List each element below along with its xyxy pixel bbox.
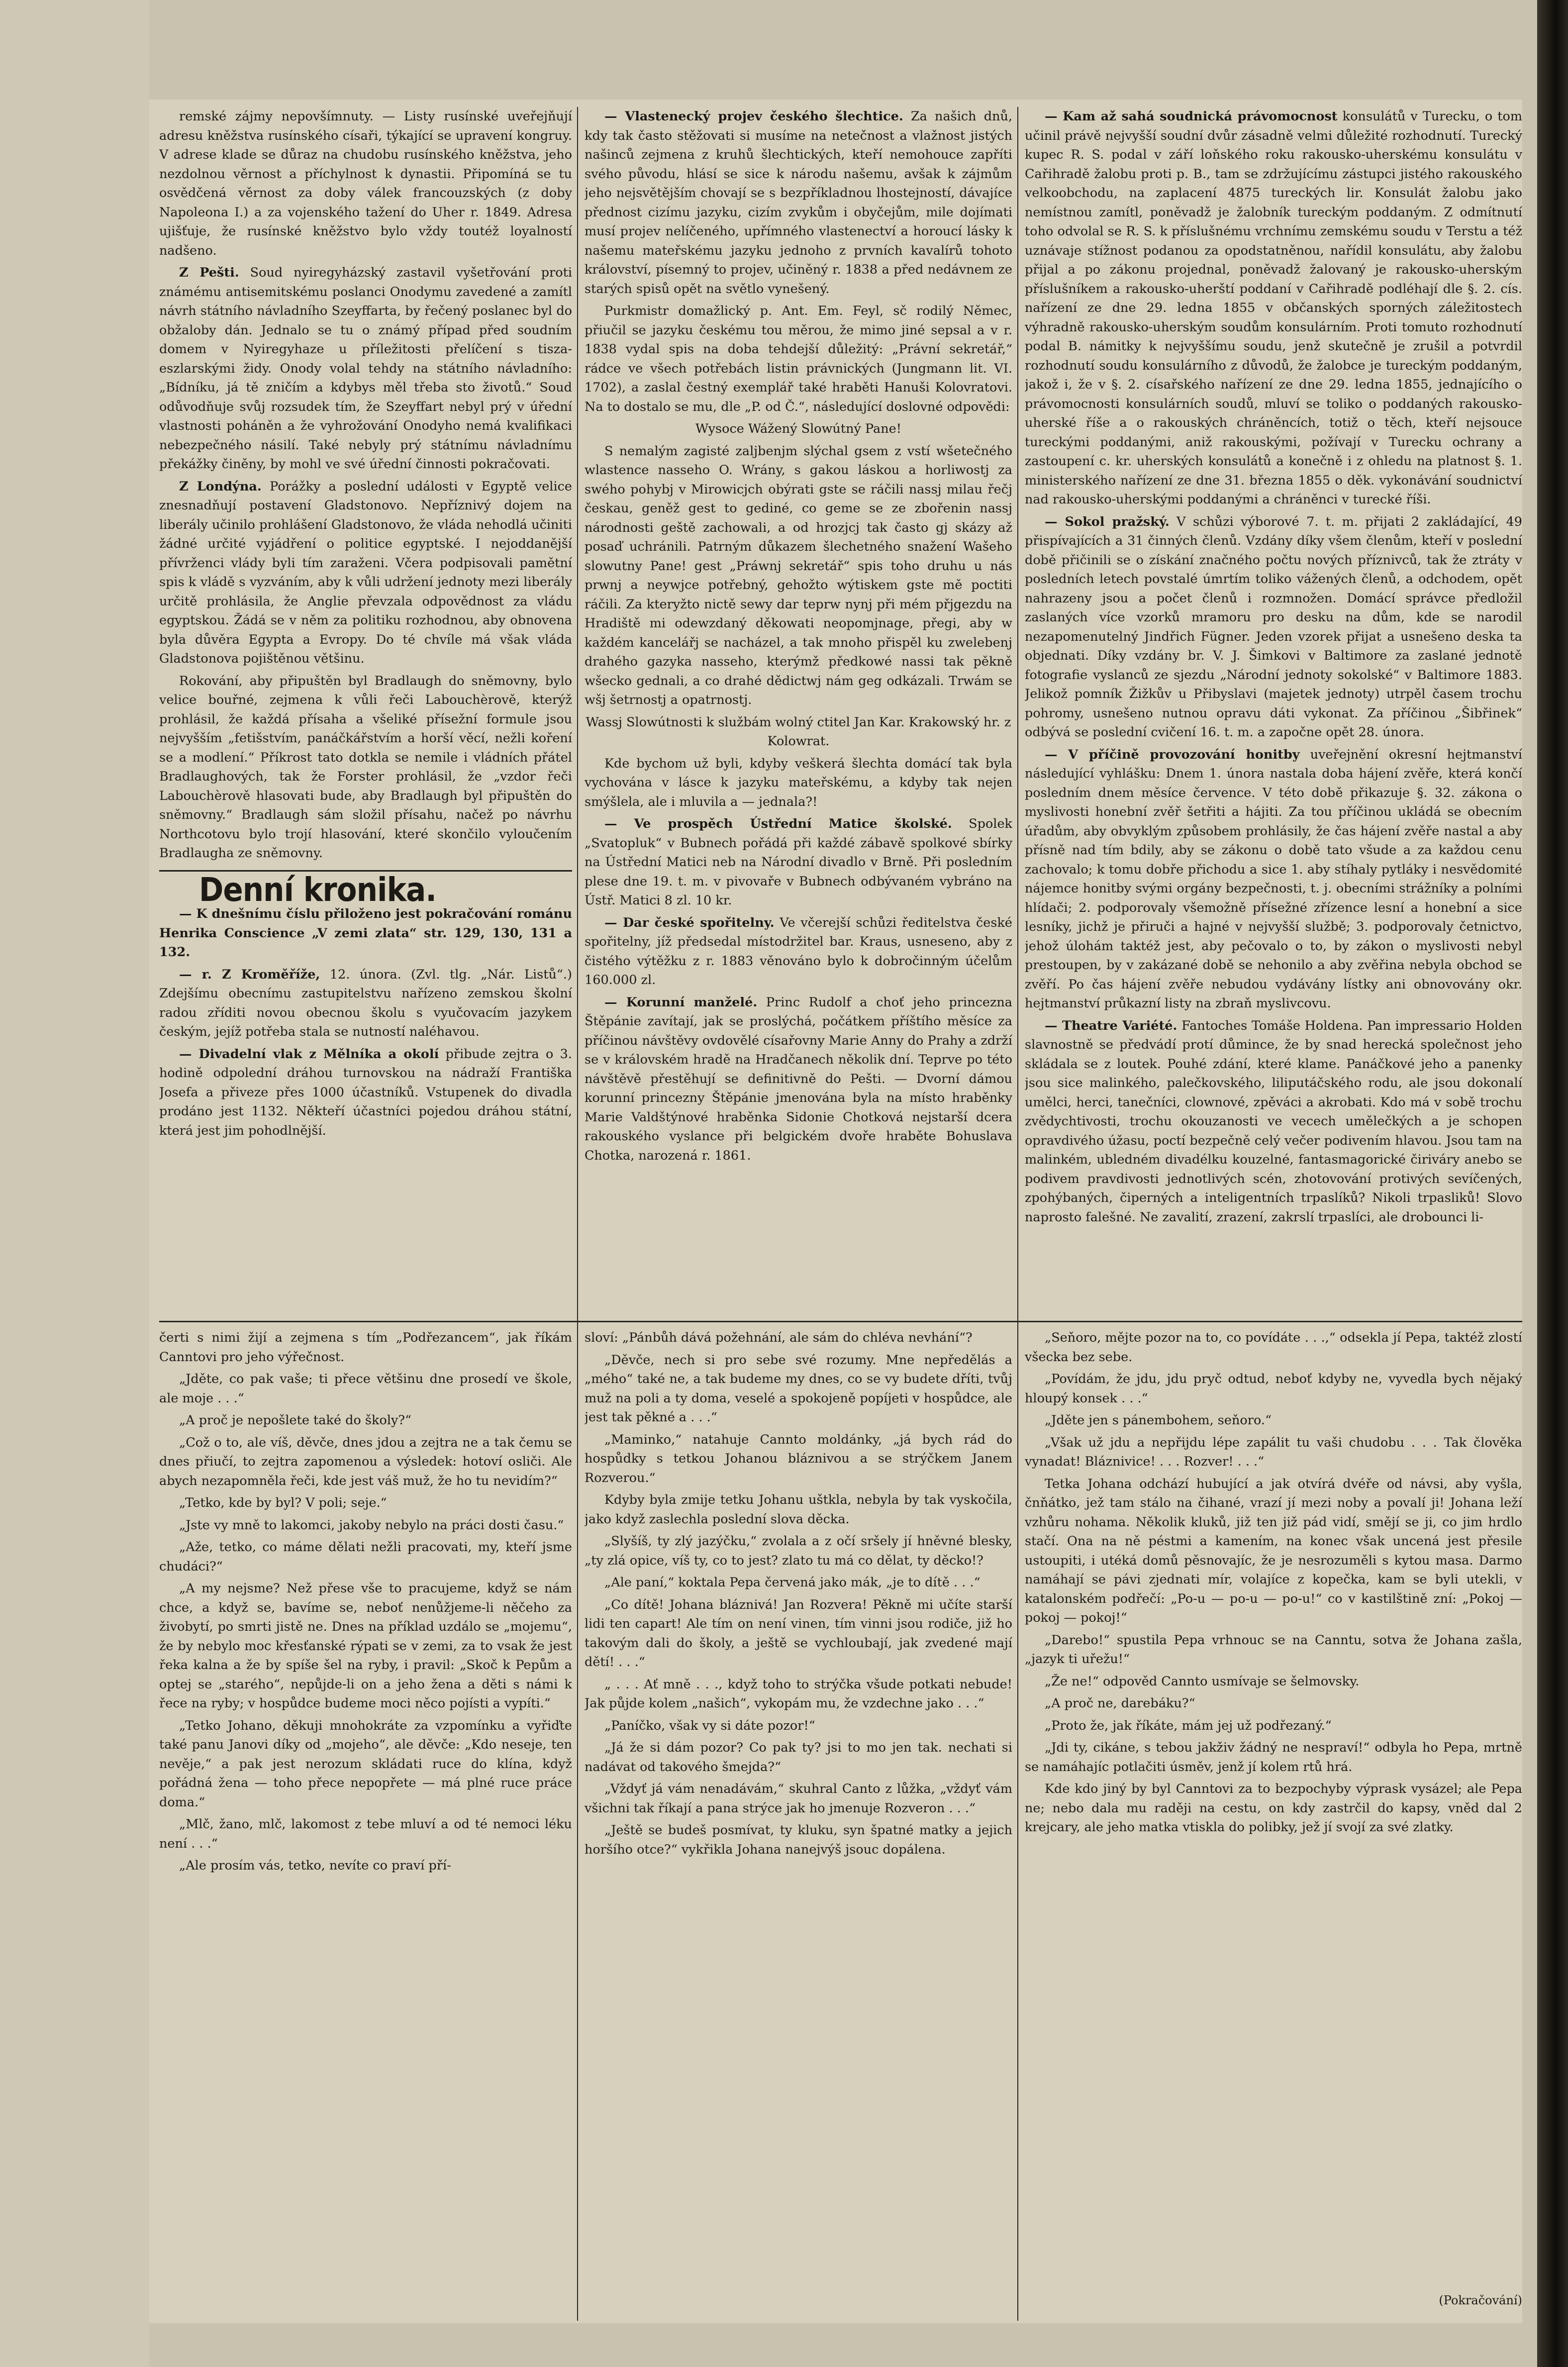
article-text: Purkmistr domažlický p. Ant. Em. Feyl, sč rodilý Němec, přiučil se jazyku českému tou měrou, že mimo jiné sepsal a v r. 1838 vydal spis na doba tehdejší důležitý: „Právní sekretář,“ rádce ve všech potřebách listin právnických (Jungmann lit. VI. 1702), a zaslal čestný exemplář také hraběti Hanuši Kolovratovi. Na to dostalo se mu, dle „P. od Č.“, následující doslovné odpovědi:	[585, 303, 1012, 414]
article-paragraph	[585, 1328, 1012, 1348]
feuilleton-column-1	[159, 1328, 572, 2318]
article-text: „Povídám, že jdu, jdu pryč odtud, neboť kdyby ne, vyvedla bych nějaký hloupý konsek . . .“	[1025, 1372, 1522, 1406]
article-paragraph	[159, 1815, 572, 1853]
article-text: čerti s nimi žijí a zejmena s tím „Podřezancem“, jak říkám Canntovi pro jeho výřečnost.	[159, 1330, 572, 1365]
article-text: Wysoce Wážený Slowútný Pane!	[695, 421, 901, 436]
article-paragraph	[585, 1573, 1012, 1592]
feuilleton-column-3	[1025, 1328, 1522, 2318]
article-paragraph	[159, 107, 572, 260]
article-text: „Tetko Johano, děkuji mnohokráte za vzpomínku a vyřiďte také panu Janovi díky od „mojeho“, ale děvče: „Kdo neseje, ten nevěje,“ a pak jest nerozum skládati ruce do klína, když pořádná žena — toho přece nepopřete — má plné ruce práce doma.“	[159, 1718, 572, 1810]
article-headline: — Kam až sahá soudnická právomocnost	[1045, 109, 1338, 124]
article-paragraph	[1025, 1433, 1522, 1472]
article-paragraph	[1025, 1672, 1522, 1691]
article-text: Wassj Slowútnosti k službám wolný ctitel Jan Kar. Krakowský hr. z Kolowrat.	[586, 714, 1011, 749]
article-paragraph	[1025, 1475, 1522, 1628]
article-text: „Proto že, jak říkáte, mám jej už podřezaný.“	[1045, 1718, 1332, 1733]
article-text: uveřejnění okresní hejtmanství následující vyhlášku: Dnem 1. února nastala doba hájení zvěře, která končí posledním dnem měsíce července. V této době přikazuje §. 32. zákona o myslivosti honební zvěř šetřiti a hájiti. Za tou příčinou ukládá se obecním úřadům, aby obvyklým způsobem prohlásily, že čas hájení zvěře nastal a aby přísně nad tím bdily, aby se zákonu o době tato všude a za každou cenu zachovalo; k tomu dobře přichodu a sice 1. aby stíhaly pytláky i nesvědomité nájemce honitby svými orgány bezpečnosti, t. j. obecními strážníky a polními hlídači; 2. podporovaly všemožně přísežné zřízence lesní a honební a sice lesníky, jichž je přiruči a hajné v nejvyšší službě; 3. podporovaly četnictvo, jehož úlohám taktéž jest, aby pečovalo o to, by zákon o myslivosti nebyl prestoupen, by v zakázané době se nehonilo a aby zvěřina nebyla obchod se zvěří. Po čas hájení zvěře nebudou vydávány lístky ani obnovovány okr. hejtmanství průkazní listy na zbraň myslivcovu.	[1025, 747, 1522, 1011]
binding-edge	[1537, 0, 1568, 2367]
article-text: Fantoches Tomáše Holdena. Pan impressario Holden slavnostně se předvádí protí důmince, že by snad herecká společnost jeho skládala se z loutek. Pouhé zdání, které klame. Panáčkové jeho a panenky jsou sice malinkého, palečkovského, liliputáčského rodu, ale jsou dokonalí umělci, herci, tanečníci, clownové, zpěváci a akrobati. Kdo má v sobě trochu zvědychtivosti, trochu okouzanosti ve vecech umělečkých a je schopen opravdivého úžasu, poctí bezpečně celý večer podivením hlavou. Jsou tam na malinkém, ubledném divadélku kouzelné, fantasmagorické čiriváry anebo se podivem pravdivosti jednotlivých scén, zhotovování protivých sevíčených, zpohýbaných, čiperných a inteligentních trpaslíků? Nikoli trpasliků! Slovo naprosto falešné. Ne zavalití, zrazení, zakrslí trpaslíci, ale drobounci li-	[1025, 1018, 1522, 1225]
article-text: „Děvče, nech si pro sebe své rozumy. Mne nepředělás a „mého“ také ne, a tak budeme my dnes, co se vy budete dříti, tvůj muž na poli a ty doma, veselé a spokojeně popíjeti v hospůdce, ale jest tak pěkné a . . .“	[585, 1352, 1012, 1425]
column-3-news	[1025, 107, 1522, 1316]
article-paragraph	[159, 1433, 572, 1491]
article-paragraph	[585, 107, 1012, 298]
article-paragraph	[159, 477, 572, 669]
article-paragraph	[159, 1370, 572, 1408]
article-paragraph	[585, 1490, 1012, 1529]
article-paragraph	[1025, 1328, 1522, 1367]
article-text: „Ale prosím vás, tetko, nevíte co praví pří-	[179, 1858, 451, 1873]
continuation-note: (Pokračování)	[1439, 2293, 1522, 2307]
article-headline: — Theatre Variété.	[1045, 1018, 1177, 1033]
article-text: sloví: „Pánbůh dává požehnání, ale sám do chléva nevhání“?	[585, 1330, 973, 1345]
article-text: Porážky a poslední události v Egyptě velice znesnadňují postavení Gladstonovo. Nepříznivý dojem na liberály učinilo prohlášení Gladstonovo, že vláda nehodlá učiniti žádné určité vyjádření o politice egyptské. I nejoddanější přívrženci vlády byli tím zaraženi. Včera podpisovali pamětní spis k vládě s vyzváním, aby k vůli udržení jednoty mezi liberály určitě prohlásila, že Anglie převzala odpovědnost za vládu egyptskou. Žádá se v něm za politiku rozhodnou, aby obnovena byla důvěra Egypta a Evropy. Do té chvíle má však vláda Gladstonova pojištěnou většinu.	[159, 479, 572, 666]
article-paragraph	[1025, 1738, 1522, 1776]
article-paragraph	[585, 1532, 1012, 1570]
article-text: „Ale paní,“ koktala Pepa červená jako mák, „je to dítě . . .“	[604, 1575, 980, 1590]
article-paragraph	[159, 1538, 572, 1576]
article-paragraph	[585, 814, 1012, 910]
article-paragraph	[159, 1411, 572, 1430]
feuilleton-column-2	[585, 1328, 1012, 2318]
article-paragraph	[585, 993, 1012, 1166]
article-paragraph	[159, 904, 572, 962]
article-text: „Aže, tetko, co máme dělati nežli pracovati, my, kteří jsme chudáci?“	[159, 1540, 572, 1574]
page-margin	[0, 0, 149, 2367]
article-paragraph	[585, 1595, 1012, 1672]
article-paragraph	[585, 754, 1012, 812]
article-paragraph	[1025, 512, 1522, 742]
article-text: „Darebo!“ spustila Pepa vrhnouc se na Canntu, sotva že Johana zašla, „jazyk ti uřežu!“	[1025, 1632, 1522, 1667]
article-paragraph	[159, 1716, 572, 1812]
article-text: „Já že si dám pozor? Co pak ty? jsi to mo jen tak. nechati si nadávat od takového šmejda?“	[585, 1740, 1012, 1775]
article-paragraph	[585, 1779, 1012, 1818]
article-headline: — Ve prospěch Ústřední Matice školské.	[604, 816, 952, 831]
article-text: „Jděte, co pak vaše; ti přece většinu dne prosedí ve škole, ale moje . . .“	[159, 1372, 572, 1406]
article-paragraph	[159, 1328, 572, 1367]
article-text: „Jděte jen s pánembohem, seňoro.“	[1045, 1413, 1272, 1428]
article-text: „A my nejsme? Než přese vše to pracujeme, když se nám chce, a když se, bavíme se, neboť nenůžjeme-li něčeho za živobytí, po smrti jistě ne. Dnes na příklad uzdálo se „mojemu“, že by nebylo moc křesťanské rýpati se v zemi, za to vsak že jest řeka kalna a že by spíše šel na ryby, i pravil: „Skoč k Pepům a optej se „starého“, nepůjde-li on a jeho žena a děti s námi k řece na ryby; v hospůdce budeme moci něco pojísti a vypíti.“	[159, 1581, 572, 1711]
article-text: „Že ne!“ odpověd Cannto usmívaje se šelmovsky.	[1045, 1674, 1360, 1689]
article-headline: — r. Z Kroměříže,	[179, 967, 320, 982]
article-text: Spolek „Svatopluk“ v Bubnech pořádá při každé zábavě spolkové sbírky na Ústřední Matici neb na Národní divadlo v Brně. Při posledním plese dne 19. t. m. v pivovaře v Bubnech odbývaném vybráno na Ústř. Matici 8 zl. 10 kr.	[585, 816, 1012, 908]
article-paragraph	[159, 1579, 572, 1713]
article-text: Ve včerejší schůzi ředitelstva české spořitelny, jíž předsedal místodržitel bar. Kraus, usneseno, aby z čistého výtěžku z r. 1883 věnováno bylo k dobročinným účelům 160.000 zl.	[585, 915, 1012, 987]
article-text: Tetka Johana odchází hubující a jak otvírá dvéře od návsi, aby vyšla, čnňátko, jež tam stálo na čihané, vrazí jí mezi noby a povalí ji! Johana leží vzhůru nohama. Několik kluků, již ten již pád vidí, smějí se ji, co jim hrdlo stačí. Ona na ně péstmi a kamením, na konec však uncená jest přesile ustoupiti, i utéká domů pěsnovajíc, že je nesrozuměli s kytou masa. Darmo namáhají se pávi zjednati mír, volajíce z kopečka, kam se byli utekli, v katalonském podřečí: „Po-u — po-u — po-u!“ co v kastilštině zní: „Pokoj — pokoj — pokoj!“	[1025, 1476, 1522, 1625]
article-paragraph	[159, 263, 572, 474]
article-text: S nemalým zagisté zaljbenjm slýchal gsem z vstí wšetečného wlastence nasseho O. Wrány, s gakou láskou a horliwostj za swého pohybj v Mirowicjch obýrati gste se ráčili nassj milau řečj českau, geněž gest to gediné, co geme se ze zbořenin nassj národnosti geště zachowali, a od hrozjcj tak často gj skázy až posaď uchránili. Patrným důkazem šlechetného snažení Wašeho slowutny Pane! gest „Práwnj sekretář“ spis toho druhu u nás prwnj a neywjce potřebný, gehožto wýtiskem gste mě poctiti ráčili. Za kteryžto nictě sewy dar teprw nynj při mém přjgezdu na Hradiště mi odewzdaný děkowati neopomjnage, přegi, aby w každém kancelářj se nacházel, a tak mnoho přispěl ku zwelebenj drahého gazyka nasseho, kterýmž předkowé nassi tak pěkně wšecko gednali, a co drahé dědictwj nám geg odkázali. Trwám se wšj šetrnostj a opatrnostj.	[585, 443, 1012, 707]
article-paragraph	[585, 1430, 1012, 1488]
column-rule-2	[1017, 107, 1018, 2321]
article-text: „Co dítě! Johana bláznivá! Jan Rozvera! Pěkně mi učíte starší lidi ten capart! Ale tím on není vinen, tím vinni jsou rodiče, již ho takovým dali do školy, a ještě se vychloubají, jak zvedené mají dětí! . . .“	[585, 1597, 1012, 1670]
column-1-news	[159, 107, 572, 1316]
article-headline: Z Pešti.	[179, 265, 239, 280]
article-text: remské zájmy nepovšímnuty. — Listy rusínské uveřejňují adresu kněžstva rusínského císaři, týkající se upravení kongruy. V adrese klade se důraz na chudobu rusínského kněžstva, jeho nezdolnou věrnost a příchylnost k dynastii. Připomíná se tu osvědčená věrnost za doby válek francouzských (z doby Napoleona I.) a za vojenského tažení do Uher r. 1849. Adresa ujišťuje, že rusínské kněžstvo bylo vždy toutéž loyalností nadšeno.	[159, 109, 572, 258]
section-title: Denní kronika.	[199, 870, 437, 909]
feuilleton-rule	[159, 1321, 1522, 1322]
article-text: konsulátů v Turecku, o tom učinil právě nejvyšší soudní dvůr zásadně velmi důležité rozhodnutí. Turecký kupec R. S. podal v září loňského roku rakousko-uherskému konsulátu v Cařihradě žalobu proti p. B., tam se zdržujícímu zástupci jistého rakouského velkoobchodu, na zaplacení 4875 tureckých lir. Konsulát žalobu jako nemístnou zamítl, poněvadž je žalobník tureckým poddaným. Z odmítnutí toho odvolal se R. S. k příslušnému vrchnímu zemskému soudu v Terstu a též uznávaje stížnost podanou za opodstatněnou, nařídil konsulátu, aby žalobu přijal a po zákonu projednal, poněvadž žalovaný je rakousko-uherským příslušníkem a rakousko-uherští poddaní v Cařihradě podléhají dle §. 2. cís. nařízení ze dne 29. ledna 1855 v občanských sporných záležitostech výhradně rakousko-uherským soudům konsulárním. Proti tomuto rozhodnutí podal B. námitky k nejvyššímu soudu, jenž skutečně je zrušil a potvrdil rozhodnutí soudu konsulárního z důvodů, že žalobce je tureckým poddaným, jakož i, že v §. 2. císařského nařízení ze dne 29. ledna 1855, jednajícího o právomocnosti konsulárních soudů, mluví se toliko o poddaných rakousko-uherské říše a o rakouských chráněncích, totiž o těch, kteří nejsouce tureckými poddanými, aniž rakouskými, požívají v Turecku ochrany a zastoupení c. kr. uherských konsulátů a konečně i z ohledu na platnost §. 1. ministerského nařízení ze dne 31. března 1855 o děk. vykonávání soudnictví nad rakousko-uherskými poddanými a chráněnci v turecké říši.	[1025, 109, 1522, 507]
article-text: Kdyby byla zmije tetku Johanu uštkla, nebyla by tak vyskočila, jako když zaslechla poslední slova děcka.	[585, 1492, 1012, 1527]
article-text: „Vždyť já vám nenadávám,“ skuhral Canto z lůžka, „vždyť vám všichni tak říkají a pana strýce jak ho jmenuje Rozveron . . .“	[585, 1781, 1012, 1816]
article-paragraph	[159, 1045, 572, 1141]
article-text: „Maminko,“ natahuje Cannto moldánky, „já bych rád do hospůdky s tetkou Johanou bláznivou a se strýčkem Janem Rozverou.“	[585, 1432, 1012, 1485]
article-paragraph	[585, 1351, 1012, 1427]
article-paragraph	[585, 419, 1012, 439]
article-paragraph	[159, 965, 572, 1042]
column-rule-1	[577, 107, 578, 2321]
article-paragraph	[159, 1516, 572, 1535]
article-paragraph	[1025, 1411, 1522, 1430]
article-text: přibude zejtra o 3. hodině odpolední dráhou turnovskou na nádraží Františka Josefa a přiveze přes 1000 účastníků. Vstupenek do divadla prodáno jest 1132. Někteří účastníci pojedou dráhou státní, která jest jim pohodlnější.	[159, 1046, 572, 1138]
article-paragraph	[585, 1821, 1012, 1859]
article-paragraph	[585, 913, 1012, 990]
article-text: „A proč ne, darebáku?“	[1045, 1696, 1195, 1711]
article-text: Za našich dnů, kdy tak často stěžovati si musíme na netečnost a vlažnost jistých našinců zejmena z kruhů šlechtických, kteří nemohouce zapříti svého původu, hlásí se sice k národu našemu, avšak k zájmům jeho nejsvětějším chovají se s bezpříkladnou lhostejností, dávajíce přednost cizímu jazyku, cizím zvykům i obyčejům, mile dojímati musí projev nelíčeného, upřímného vlastenectví a horoucí lásky k našemu mateřskému jazyku jednoho z prvních kavalírů tohoto království, písemný to projev, učiněný r. 1838 a před nedávnem ze starých spisů opět na světlo vynešený.	[585, 109, 1012, 296]
article-paragraph	[1025, 1694, 1522, 1713]
article-headline: — Sokol pražský.	[1045, 514, 1170, 529]
article-text: „ . . . Ať mně . . ., když toho to strýčka všude potkati nebude! Jak půjde kolem „našich“, vykopám mu, že vzdechne jako . . .“	[585, 1677, 1012, 1711]
article-text: „Jste vy mně to lakomci, jakoby nebylo na práci dosti času.“	[179, 1517, 564, 1533]
article-text: Rokování, aby připuštěn byl Bradlaugh do sněmovny, bylo velice bouřné, zejmena k vůli řeči Labouchèrově, kterýž prohlásil, že každá přísaha a všeliké přísežní formule jsou nejvyšším „fetišstvím, panáčkářstvím a horší věcí, nežli koření se a modlení.“ Příkrost tato dotkla se nemile i vládních přátel Bradlaughových, tak že Forster prohlásil, že „vzdor řeči Labouchèrově hlasovati bude, aby Bradlaugh byl připuštěn do sněmovny.“ Bradlaugh sám složil přísahu, načež po návrhu Northcotovu bylo trojí hlasování, které skončilo vyloučením Bradlaugha ze sněmovny.	[159, 673, 572, 861]
article-paragraph	[1025, 1716, 1522, 1736]
article-paragraph	[585, 442, 1012, 710]
article-paragraph	[585, 1716, 1012, 1736]
article-text: Soud nyiregyházský zastavil vyšetřování proti známému antisemitskému poslanci Onodymu zavedené a zamítl návrh státního návladního Szeyffarta, by řečený poslanec byl do obžaloby dán. Jednalo se tu o známý případ před soudním domem v Nyiregyhaze u příležitosti přelíčení s tisza-eszlarskými židy. Onody volal tehdy na státního návladního: „Bídníku, já tě zničím a kdybys měl třeba sto životů.“ Soud odůvodňuje svůj rozsudek tím, že Szeyffart nebyl prý v úřední vlastnosti poháněn a že vyhrožování Onodyho nemá kvalifikaci nebezpečného násilí. Také nebyly prý státnímu návladnímu překážky činěny, by mohl ve své úřední činnosti pokračovati.	[159, 265, 572, 472]
column-2-news	[585, 107, 1012, 1316]
article-text: „Však už jdu a nepřijdu lépe zapálit tu vaši chudobu . . . Tak člověka vynadat! Bláznivice! . . . Rozver! . . .“	[1025, 1435, 1522, 1469]
article-text: „Paníčko, však vy si dáte pozor!“	[604, 1718, 815, 1733]
article-paragraph	[159, 1856, 572, 1875]
article-paragraph	[1025, 107, 1522, 509]
article-paragraph	[585, 301, 1012, 416]
article-text: Kde kdo jiný by byl Canntovi za to bezpochyby výprask vysázel; ale Pepa ne; nebo dala mu raději na cestu, on kdy zastrčil do kapsy, vněd dal 2 krejcary, ale jeho matka vtiskla do polibky, jež jí svojí za své zlatky.	[1025, 1781, 1522, 1835]
article-paragraph	[159, 672, 572, 863]
article-paragraph	[1025, 745, 1522, 1013]
article-paragraph	[585, 713, 1012, 751]
article-paragraph	[585, 1738, 1012, 1776]
article-text: „Seňoro, mějte pozor na to, co povídáte . . .,“ odsekla jí Pepa, taktéž zlostí všecka bez sebe.	[1025, 1330, 1522, 1365]
article-text: „A proč je nepošlete také do školy?“	[179, 1413, 412, 1428]
article-paragraph	[1025, 1631, 1522, 1669]
article-paragraph	[159, 1493, 572, 1513]
article-headline: — Dar české spořitelny.	[604, 915, 775, 930]
article-text: Princ Rudolf a choť jeho princezna Štěpánie zavítají, jak se proslýchá, počátkem příštího měsíce za příčinou návštěvy ovdovělé císařovny Marie Anny do Prahy a zdrží se v královském hradě na Hradčanech několik dní. Teprve po této návštěvě přestěhují se definitivně do Pešti. — Dvorní dámou korunní princezny Štěpánie jmenována byla na místo hraběnky Marie Valdštýnové hraběnka Sidonie Chotková nejstarší dcera rakouského vyslance při belgickém dvoře hraběte Bohuslava Chotka, narozená r. 1861.	[585, 994, 1012, 1163]
article-text: „Mlč, žano, mlč, lakomost z tebe mluví a od té nemoci léku není . . .“	[159, 1817, 572, 1851]
article-text: „Jdi ty, cikáne, s tebou jakživ žádný ne nespraví!“ odbyla ho Pepa, mrtně se namáhajíc potlačiti úsměv, jenž jí kolem rtů hrá.	[1025, 1740, 1522, 1775]
article-headline: — K dnešnímu číslu přiloženo jest pokračování románu Henrika Conscience „V zemi zlata“ str. 129, 130, 131 a 132.	[159, 906, 572, 960]
article-text: „Tetko, kde by byl? V poli; seje.“	[179, 1495, 387, 1510]
article-text: Kde bychom už byli, kdyby veškerá šlechta domácí tak byla vychována v lásce k jazyku mateřskému, a kdyby tak nejen smýšlela, ale i mluvila a — jednala?!	[585, 756, 1012, 809]
article-text: V schůzi výborové 7. t. m. přijati 2 zakládající, 49 přispívajících a 31 činných členů. Vzdány díky všem členům, kteří v poslední době přičinili se o získání značného počtu nových příznivců, tak že ztráty v posledních letech povstalé úmrtím toliko vážených členů, a odchodem, opět nahrazeny jsou a počet členů i rozmnožen. Domácí správce předložil zaslaných více vzorků mramoru pro desku na dům, kde se narodil nezapomenutelný Jindřich Fügner. Jeden vzorek přijat a usnešeno deska ta objednati. Díky vzdány br. V. J. Šimkovi v Baltimore za zaslané jednotě fotografie vyslanců ze sjezdu „Národní jednoty sokolské“ v Baltimore 1883. Jelikož pomník Žižkův u Přibyslavi (majetek jednoty) utrpěl časem trochu pohromy, usnešeno nutnou opravu dáti vykonat. Za příčinou „Šibřinek“ odbývá se poslední cvičení 16. t. m. a započne opět 28. února.	[1025, 514, 1522, 740]
article-paragraph	[1025, 1016, 1522, 1227]
article-text: 12. února. (Zvl. tlg. „Nár. Listů“.) Zdejšímu obecnímu zastupitelstvu nařízeno zemskou školní radou zříditi novou obecnou školu s vyučovacím jazykem českým, jejíž potřeba stala se nutností naléhavou.	[159, 967, 572, 1039]
article-text: „Slyšíš, ty zlý jazýčku,“ zvolala a z očí sršely jí hněvné blesky, „ty zlá opice, víš ty, co to jest? zlato tu má co dělat, ty děcko!?	[585, 1534, 1012, 1568]
article-paragraph	[1025, 1779, 1522, 1837]
article-headline: — Vlastenecký projev českého šlechtice.	[604, 109, 903, 124]
article-headline: — Divadelní vlak z Mělníka a okolí	[179, 1046, 439, 1062]
article-headline: — V příčině provozování honitby	[1045, 747, 1300, 762]
article-text: „Což o to, ale víš, děvče, dnes jdou a zejtra ne a tak čemu se dnes přiučí, to zejtra zapomenou a výsledek: hotoví osliči. Ale abych nezapomněla řeči, kde jest váš muž, že ho tu nevidím?“	[159, 1435, 572, 1488]
article-text: „Ještě se budeš posmívat, ty kluku, syn špatné matky a jejich horšího otce?“ vykřikla Johana nanejvýš jsouc dopálena.	[585, 1823, 1012, 1857]
article-paragraph	[585, 1675, 1012, 1713]
article-headline: Z Londýna.	[179, 479, 262, 494]
article-paragraph	[1025, 1370, 1522, 1408]
article-headline: — Korunní manželé.	[604, 994, 758, 1010]
